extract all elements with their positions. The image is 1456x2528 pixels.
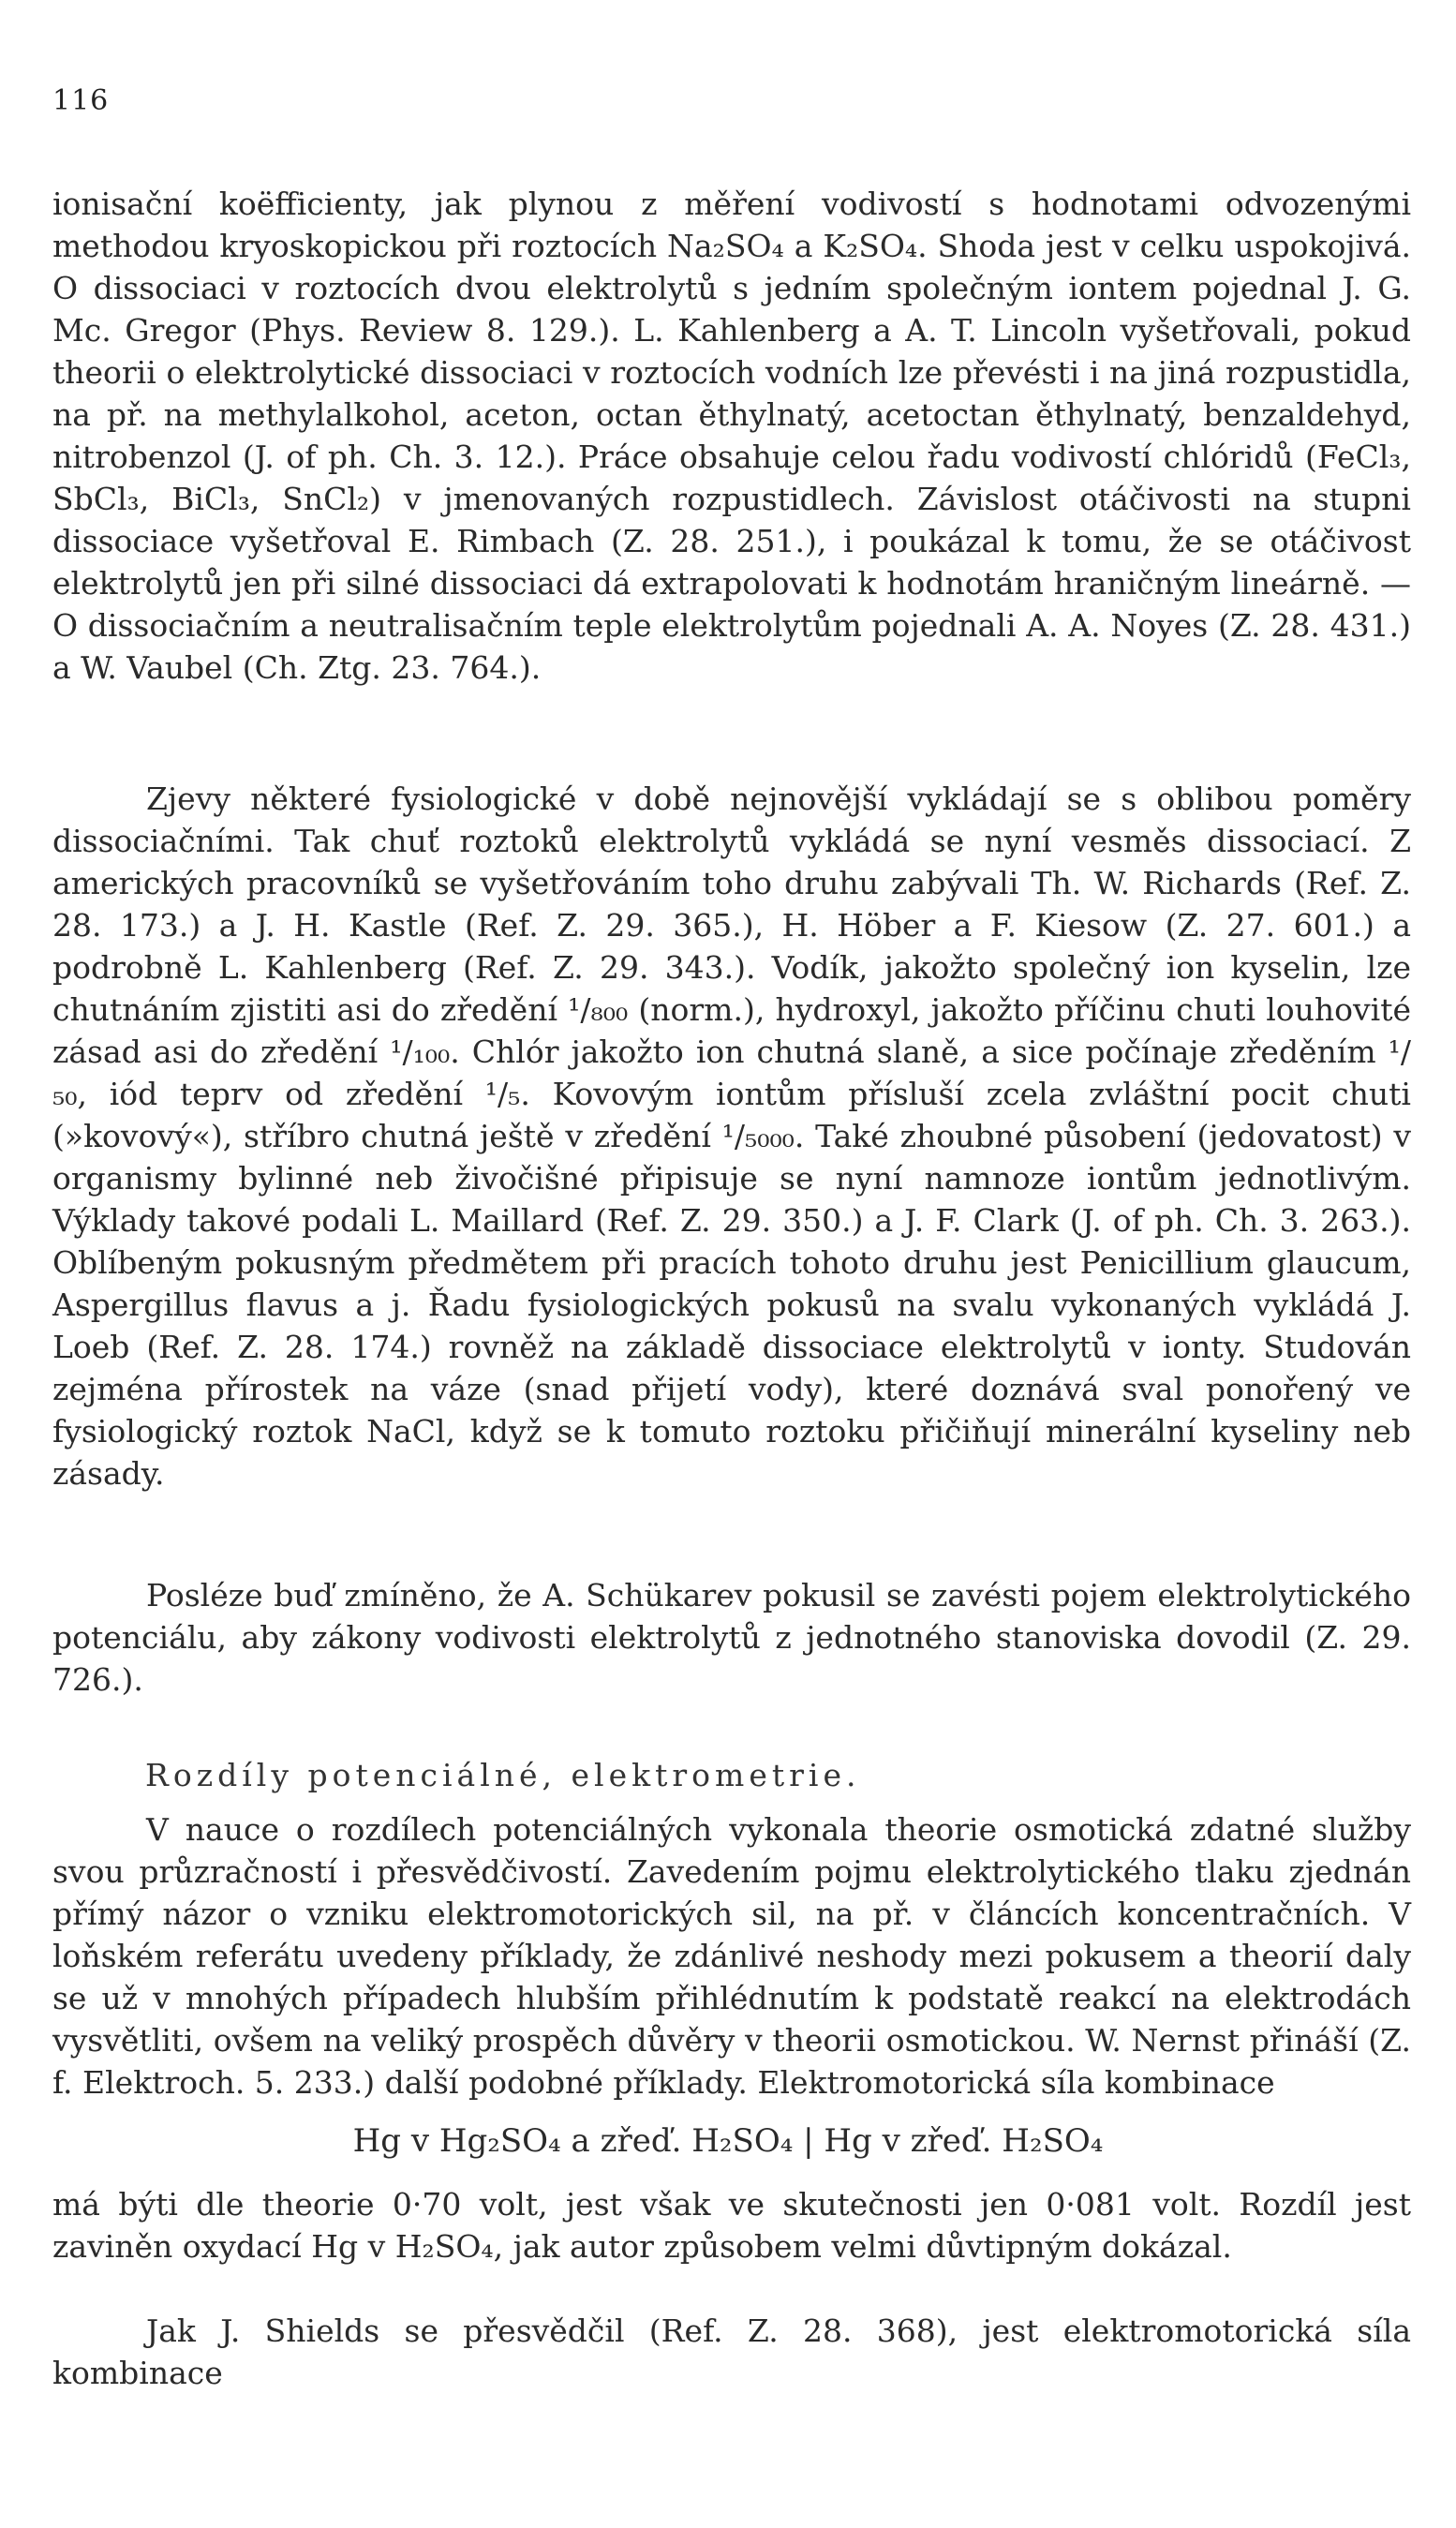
paragraph-potential-differences: V nauce o rozdílech potenciálných vykonala theorie osmotická zdatné služby svou průzračností i přesvědčivostí. Zavedením pojmu elektrolytického tlaku zjednán přímý názor o vzniku elektromotorických sil, na př. v článcích koncentračních. V loňském referátu uvedeny příklady, že zdánlivé neshody mezi pokusem a theorií daly se už v mnohých případech hlubším přihlédnutím k podstatě reakcí na elektrodách vysvětliti, ovšem na veliký prospěch důvěry v theorii osmotickou. W. Nernst přináší (Z. f. Elektroch. 5. 233.) další podobné příklady. Elektromotorická síla kombinace	[52, 1811, 1411, 2101]
paragraph-shields: Jak J. Shields se přesvědčil (Ref. Z. 28. 368), jest elektromotorická síla kombinace	[52, 2312, 1411, 2391]
formula-combination: Hg v Hg₂SO₄ a zřeď. H₂SO₄ | Hg v zřeď. H₂SO₄	[352, 2122, 1104, 2160]
section-heading: Rozdíly potenciálné, elektrometrie.	[145, 1757, 861, 1793]
page-number: 116	[52, 84, 110, 117]
paragraph-dissociation: ionisační koëfficienty, jak plynou z měření vodivostí s hodnotami odvozenými methodou kryoskopickou při roztocích Na₂SO₄ a K₂SO₄. Shoda jest v celku uspokojivá. O dissociaci v roztocích dvou elektrolytů s jedním společným iontem pojednal J. G. Mc. Gregor (Phys. Review 8. 129.). L. Kahlenberg a A. T. Lincoln vyšetřovali, pokud theorii o elektrolytické dissociaci v roztocích vodních lze převésti i na jiná rozpustidla, na př. na methylalkohol, aceton, octan ěthylnatý, acetoctan ěthylnatý, benzaldehyd, nitrobenzol (J. of ph. Ch. 3. 12.). Práce obsahuje celou řadu vodivostí chlóridů (FeCl₃, SbCl₃, BiCl₃, SnCl₂) v jmenovaných rozpustidlech. Závislost otáčivosti na stupni dissociace vyšetřoval E. Rimbach (Z. 28. 251.), i poukázal k tomu, že se otáčivost elektrolytů jen při silné dissociaci dá extrapolovati k hodnotám hraničným lineárně. — O dissociačním a neutralisačním teple elektrolytům pojednali A. A. Noyes (Z. 28. 431.) a W. Vaubel (Ch. Ztg. 23. 764.).	[52, 186, 1411, 686]
paragraph-theory-value: má býti dle theorie 0·70 volt, jest však ve skutečnosti jen 0·081 volt. Rozdíl jest zaviněn oxydací Hg v H₂SO₄, jak autor způsobem velmi důvtipným dokázal.	[52, 2186, 1411, 2265]
paragraph-schukarev: Posléze buď zmíněno, že A. Schükarev pokusil se zavésti pojem elektrolytického potenciálu, aby zákony vodivosti elektrolytů z jednotného stanoviska dovodil (Z. 29. 726.).	[52, 1577, 1411, 1698]
paragraph-physiology: Zjevy některé fysiologické v době nejnovější vykládají se s oblibou poměry dissociačními. Tak chuť roztoků elektrolytů vykládá se nyní vesměs dissociací. Z amerických pracovníků se vyšetřováním toho druhu zabývali Th. W. Richards (Ref. Z. 28. 173.) a J. H. Kastle (Ref. Z. 29. 365.), H. Höber a F. Kiesow (Z. 27. 601.) a podrobně L. Kahlenberg (Ref. Z. 29. 343.). Vodík, jakožto společný ion kyselin, lze chutnáním zjistiti asi do zředění ¹/₈₀₀ (norm.), hydroxyl, jakožto příčinu chuti louhovité zásad asi do zředění ¹/₁₀₀. Chlór jakožto ion chutná slaně, a sice počínaje zředěním ¹/₅₀, iód teprv od zředění ¹/₅. Kovovým iontům přísluší zcela zvláštní pocit chuti (»kovový«), stříbro chutná ještě v zředění ¹/₅₀₀₀. Také zhoubné působení (jedovatost) v organismy bylinné neb živočišné připisuje se nyní namnoze iontům jednotlivým. Výklady takové podali L. Maillard (Ref. Z. 29. 350.) a J. F. Clark (J. of ph. Ch. 3. 263.). Oblíbeným pokusným předmětem při pracích tohoto druhu jest Penicillium glaucum, Aspergillus flavus a j. Řadu fysiologických pokusů na svalu vykonaných vykládá J. Loeb (Ref. Z. 28. 174.) rovněž na základě dissociace elektrolytů v ionty. Studován zejména přírostek na váze (snad přijetí vody), které doznává sval ponořený ve fysiologický roztok NaCl, když se k tomuto roztoku přičiňují minerální kyseliny neb zásady.	[52, 781, 1411, 1492]
